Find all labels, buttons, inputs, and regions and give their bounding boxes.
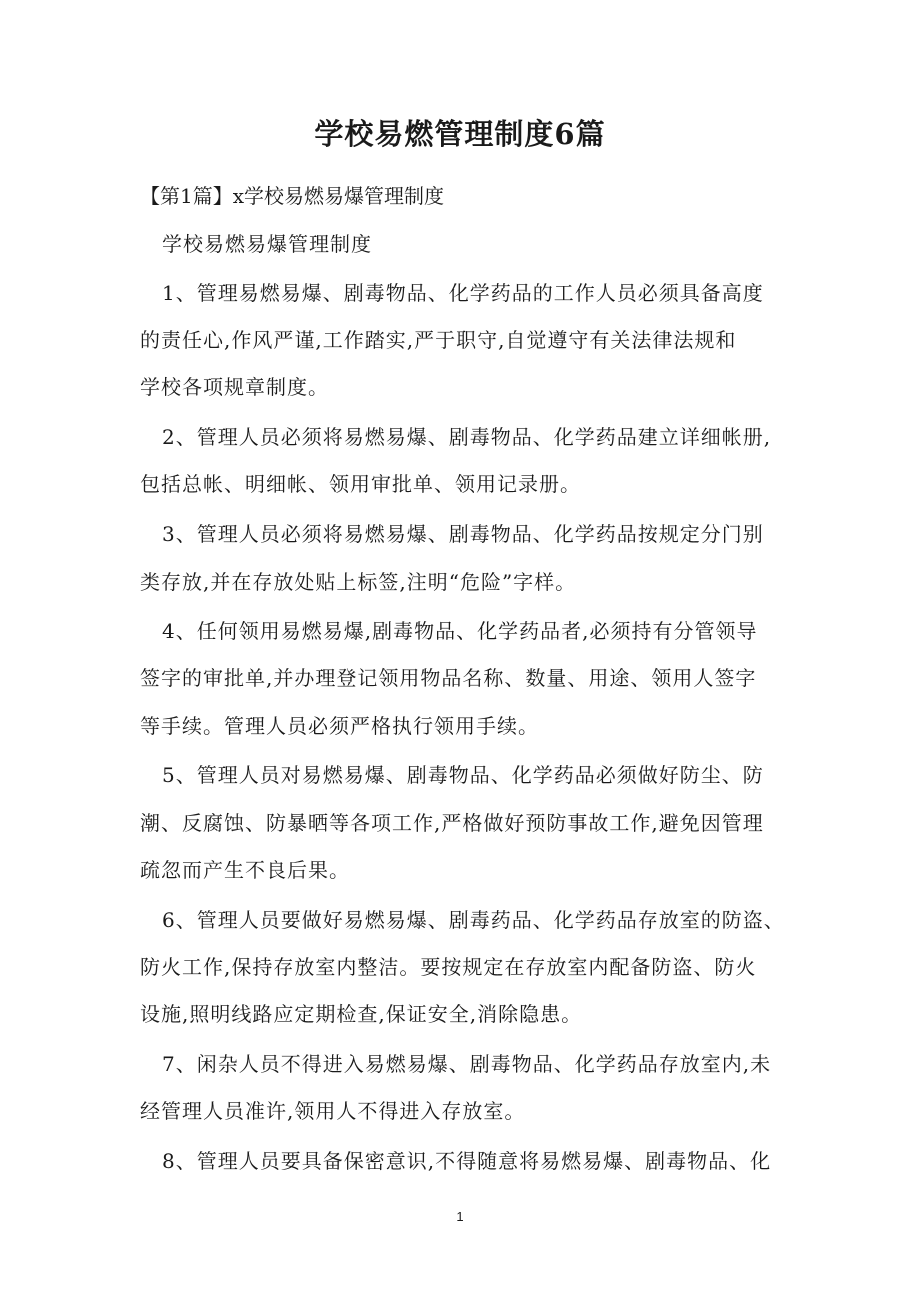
paragraph-line: 签字的审批单,并办理登记领用物品名称、数量、用途、领用人签字 [140,666,757,690]
paragraph-line: 5、管理人员对易燃易爆、剧毒物品、化学药品必须做好防尘、防 [162,763,764,787]
paragraph-line: 学校各项规章制度。 [140,375,329,399]
section-heading: 【第1篇】x学校易燃易爆管理制度 [140,184,445,208]
paragraph-line: 6、管理人员要做好易燃易爆、剧毒药品、化学药品存放室的防盗、 [162,908,785,932]
paragraph-line: 设施,照明线路应定期检查,保证安全,消除隐患。 [140,1002,583,1026]
paragraph-line: 7、闲杂人员不得进入易燃易爆、剧毒物品、化学药品存放室内,未 [162,1052,772,1076]
paragraph-line: 潮、反腐蚀、防暴晒等各项工作,严格做好预防事故工作,避免因管理 [140,811,764,835]
paragraph-line: 包括总帐、明细帐、领用审批单、领用记录册。 [140,472,581,496]
paragraph-line: 1、管理易燃易爆、剧毒物品、化学药品的工作人员必须具备高度 [162,281,764,305]
paragraph-line: 3、管理人员必须将易燃易爆、剧毒物品、化学药品按规定分门别 [162,522,764,546]
paragraph-line: 的责任心,作风严谨,工作踏实,严于职守,自觉遵守有关法律法规和 [140,328,737,352]
page-number: 1 [456,1209,464,1224]
paragraph-line: 经管理人员准许,领用人不得进入存放室。 [140,1099,526,1123]
paragraph-line: 等手续。管理人员必须严格执行领用手续。 [140,714,539,738]
paragraph-line: 类存放,并在存放处贴上标签,注明“危险”字样。 [140,570,577,594]
paragraph-line: 疏忽而产生不良后果。 [140,858,350,882]
paragraph-line: 防火工作,保持存放室内整洁。要按规定在存放室内配备防盗、防火 [140,955,757,979]
paragraph-line: 4、任何领用易燃易爆,剧毒物品、化学药品者,必须持有分管领导 [162,619,758,643]
subtitle: 学校易燃易爆管理制度 [162,232,372,256]
document-title: 学校易燃管理制度6篇 [314,117,606,151]
paragraph-line: 2、管理人员必须将易燃易爆、剧毒物品、化学药品建立详细帐册, [162,425,772,449]
paragraph-line: 8、管理人员要具备保密意识,不得随意将易燃易爆、剧毒物品、化 [162,1149,772,1173]
